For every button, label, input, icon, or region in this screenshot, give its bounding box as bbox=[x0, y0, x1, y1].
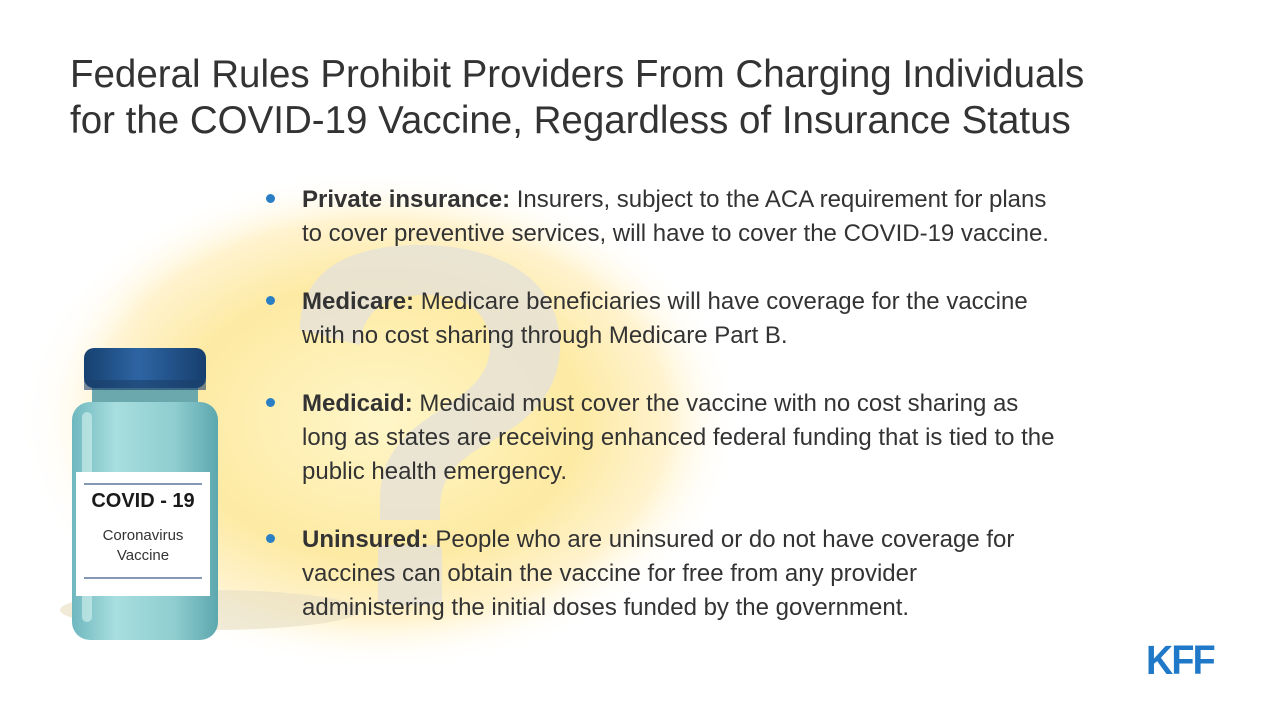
bullet-text: Medicare beneficiaries will have coverage for the vaccine bbox=[414, 288, 1028, 315]
kff-logo: KFF bbox=[1146, 637, 1214, 683]
bullet-text: public health emergency. bbox=[302, 458, 568, 485]
bullet-dot bbox=[266, 398, 275, 407]
page-title bbox=[70, 52, 1230, 144]
bullet-dot bbox=[266, 534, 275, 543]
bullet-text: Insurers, subject to the ACA requirement for plans bbox=[510, 186, 1047, 213]
bullet-heading: Medicaid: bbox=[302, 390, 413, 417]
vial-label-line2: Vaccine bbox=[116, 547, 170, 564]
vial-label-title: COVID - 19 bbox=[91, 490, 195, 512]
bullet-text: Medicaid must cover the vaccine with no cost sharing as bbox=[412, 390, 1019, 417]
vial-label-line1: Coronavirus bbox=[102, 527, 184, 544]
bullet-text: long as states are receiving enhanced federal funding that is tied to the bbox=[302, 424, 1055, 451]
bullet-heading: Private insurance: bbox=[302, 186, 511, 213]
bullet-heading: Uninsured: bbox=[302, 526, 429, 553]
bullet-text: with no cost sharing through Medicare Part B. bbox=[302, 322, 788, 349]
bullet-text: administering the initial doses funded by the government. bbox=[302, 594, 910, 621]
bullet-uninsured bbox=[264, 523, 1164, 625]
bullet-private-insurance bbox=[264, 183, 1164, 251]
bullet-medicaid bbox=[264, 387, 1164, 489]
bullet-dot bbox=[266, 296, 275, 305]
bullet-text: People who are uninsured or do not have coverage for bbox=[428, 526, 1015, 553]
bullet-text: vaccines can obtain the vaccine for free from any provider bbox=[302, 560, 917, 587]
bullet-dot bbox=[266, 194, 275, 203]
bullet-heading: Medicare: bbox=[302, 288, 415, 315]
coverage-bullet-list bbox=[264, 183, 1164, 625]
bullet-medicare bbox=[264, 285, 1164, 353]
bullet-text: to cover preventive services, will have to cover the COVID-19 vaccine. bbox=[302, 220, 1049, 247]
title-line-1: Federal Rules Prohibit Providers From Charging Individuals bbox=[70, 53, 1085, 96]
vial-label bbox=[76, 488, 210, 566]
title-line-2: for the COVID-19 Vaccine, Regardless of Insurance Status bbox=[70, 99, 1071, 142]
